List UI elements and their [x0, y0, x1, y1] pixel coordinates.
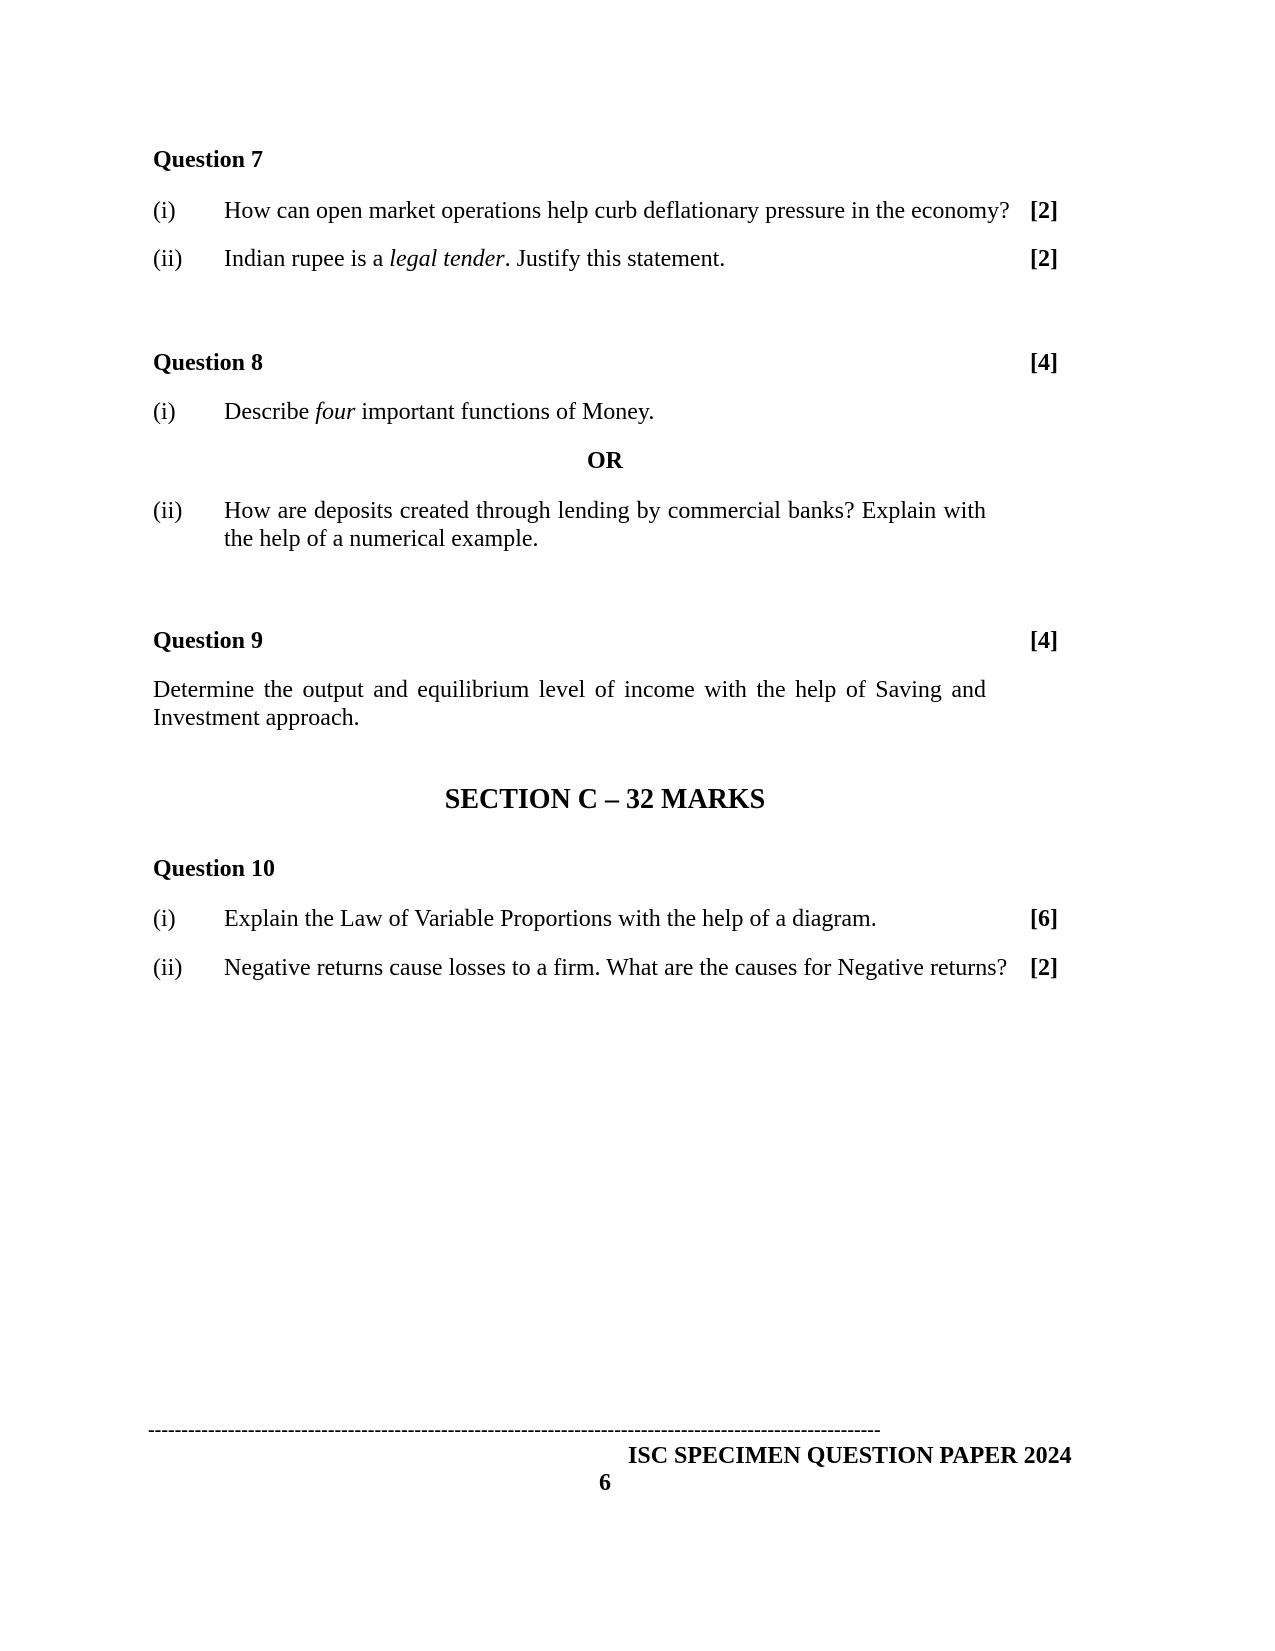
- emphasis-text: four: [315, 399, 356, 425]
- question-8-item-1-text: [224, 398, 994, 426]
- question-7-item-1-marks: [2]: [1030, 198, 1058, 224]
- question-7-item-2-number: (ii): [153, 246, 183, 272]
- question-9-heading: Question 9: [153, 628, 264, 654]
- footer-title: ISC SPECIMEN QUESTION PAPER 2024: [628, 1443, 1072, 1469]
- page-number: 6: [599, 1470, 611, 1496]
- question-10-item-1-marks: [6]: [1030, 906, 1058, 932]
- question-10-item-2-marks: [2]: [1030, 955, 1058, 981]
- question-7-item-1-text: How can open market operations help curb deflationary pressure in the economy?: [224, 198, 1010, 224]
- question-9-text: Determine the output and equilibrium level of income with the help of Saving and Investment approach.: [153, 677, 986, 731]
- question-7-item-1-number: (i): [153, 198, 176, 224]
- text-segment: important functions of Money.: [355, 399, 655, 425]
- section-c-title: SECTION C – 32 MARKS: [444, 784, 766, 815]
- question-8-item-2-number: (ii): [153, 498, 183, 524]
- question-7-item-2-text: [224, 245, 994, 273]
- question-10-item-2-text: Negative returns cause losses to a firm. What are the causes for Negative returns?: [224, 955, 1008, 981]
- text-segment: . Justify this statement.: [504, 246, 726, 272]
- question-8-heading: Question 8: [153, 350, 264, 376]
- emphasis-text: legal tender: [389, 246, 505, 272]
- or-separator: OR: [587, 448, 623, 474]
- footer-divider: --------------------------------------------------------------------------------------------------------------: [148, 1420, 881, 1440]
- question-7-heading: Question 7: [153, 147, 264, 173]
- question-7-item-2-marks: [2]: [1030, 246, 1058, 272]
- question-8-item-2-text: How are deposits created through lending by commercial banks? Explain with the help of a numerical example.: [224, 498, 986, 552]
- question-10-item-1-number: (i): [153, 906, 176, 932]
- question-10-item-2-number: (ii): [153, 955, 183, 981]
- question-9-marks: [4]: [1030, 628, 1058, 654]
- question-8-marks: [4]: [1030, 350, 1058, 376]
- text-segment: Describe: [224, 399, 316, 425]
- question-10-heading: Question 10: [153, 856, 276, 882]
- question-10-item-1-text: Explain the Law of Variable Proportions with the help of a diagram.: [224, 906, 877, 932]
- question-8-item-1-number: (i): [153, 399, 176, 425]
- text-segment: Indian rupee is a: [224, 246, 390, 272]
